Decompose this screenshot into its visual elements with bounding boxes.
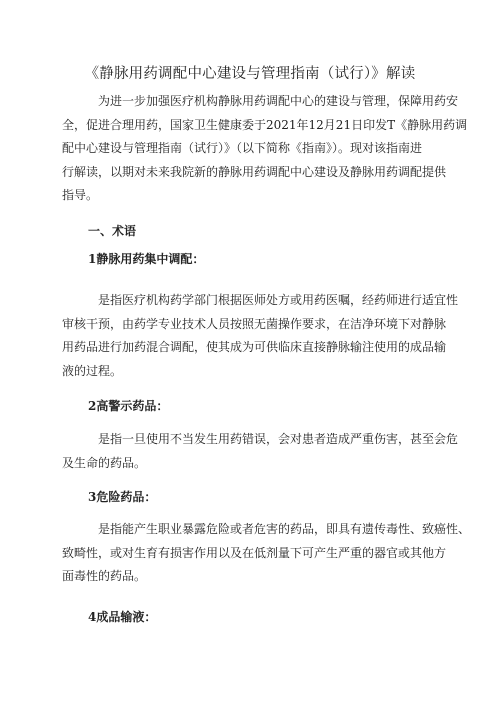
term-heading: 2高警示药品：	[88, 399, 169, 413]
term-line: 液的过程。	[62, 363, 123, 378]
term-line: 是指医疗机构药学部门根据医师处方或用药医嘱，经药师进行适宜性	[98, 293, 459, 307]
term-paragraph	[62, 428, 459, 475]
term-heading: 1静脉用药集中调配：	[88, 252, 205, 266]
term-paragraph	[62, 518, 471, 589]
term-heading: 3危险药品：	[88, 490, 157, 504]
intro-line: 为进一步加强医疗机构静脉用药调配中心的建设与管理，保障用药安	[98, 94, 459, 108]
section-heading: 一、术语	[88, 224, 137, 238]
term-line: 用药品进行加药混合调配，使其成为可供临床直接静脉输注使用的成品输	[62, 340, 447, 354]
term-heading: 4成品输液：	[88, 610, 157, 624]
term-line: 是指能产生职业暴露危险或者危害的药品，即具有遗传毒性、致癌性、	[98, 522, 471, 536]
term-line: 面毒性的药品。	[62, 569, 147, 583]
term-line: 致畸性，或对生育有损害作用以及在低剂量下可产生严重的器官或其他方	[62, 545, 447, 560]
intro-line: 全，促进合理用药，国家卫生健康委于2021年12月21日印发T《静脉用药调	[62, 117, 468, 132]
intro-line: 指导。	[62, 188, 99, 202]
intro-paragraph	[62, 90, 468, 208]
term-line: 是指一旦使用不当发生用药错误，会对患者造成严重伤害，甚至会危	[98, 432, 459, 446]
document-title: 《静脉用药调配中心建设与管理指南（试行）》解读	[84, 66, 416, 82]
term-paragraph	[62, 289, 459, 383]
term-line: 审核干预，由药学专业技术人员按照无菌操作要求，在洁净环境下对静脉	[62, 316, 447, 331]
term-line: 及生命的药品。	[62, 455, 147, 470]
intro-line: 配中心建设与管理指南（试行）》（以下简称《指南》）。现对该指南进	[62, 141, 423, 155]
intro-line: 行解读，以期对未来我院新的静脉用药调配中心建设及静脉用药调配提供	[62, 164, 447, 179]
